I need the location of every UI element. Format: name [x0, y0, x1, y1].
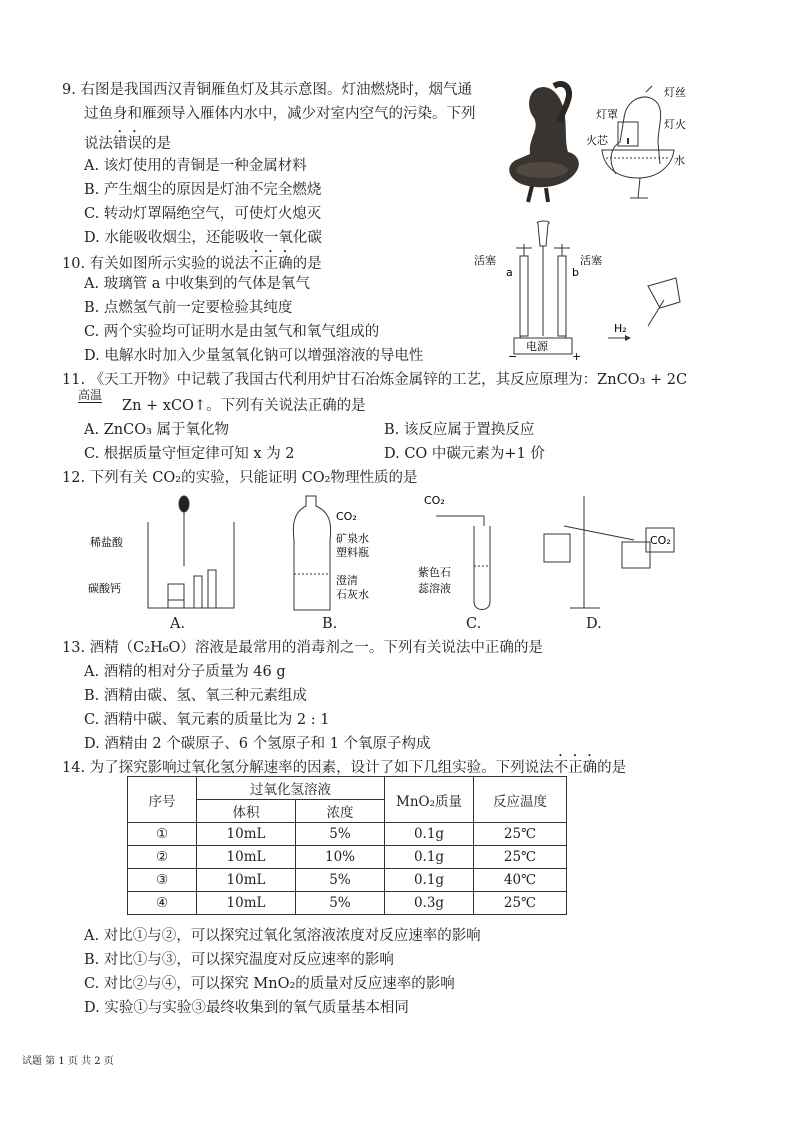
q9-option-b: B. 产生烟尘的原因是灯油不完全燃烧 [84, 182, 322, 198]
cell: ③ [128, 869, 197, 892]
q11-option-b: B. 该反应属于置换反应 [384, 422, 535, 438]
label-huosai-right: 活塞 [580, 254, 602, 267]
label-kuangquanshui: 矿泉水 [336, 532, 369, 545]
q9-stem-line3: 说法错误的是 [84, 136, 171, 152]
q11-option-d: D. CO 中碳元素为+1 价 [384, 446, 545, 462]
table-row [128, 892, 567, 915]
cell: 10mL [197, 846, 296, 869]
bronze-lamp-photo [509, 84, 579, 202]
q9-option-a: A. 该灯使用的青铜是一种金属材料 [84, 158, 307, 174]
label-shihuishui: 石灰水 [336, 588, 369, 601]
label-dengzhao: 灯罩 [596, 108, 618, 121]
th-nongdu: 浓度 [296, 800, 385, 823]
th-mno2: MnO₂质量 [385, 777, 474, 823]
q12-label-d: D. [586, 616, 602, 632]
q9-stem-line2: 过鱼身和雁颈导入雁体内水中，减少对室内空气的污染。下列 [84, 106, 476, 122]
cell: 5% [296, 869, 385, 892]
lamp-schematic [602, 86, 674, 198]
cell: 5% [296, 892, 385, 915]
q9-option-d: D. 水能吸收烟尘，还能吸收一氧化碳 [84, 230, 322, 246]
cell: 5% [296, 823, 385, 846]
cell: ② [128, 846, 197, 869]
cell: 0.1g [385, 823, 474, 846]
q13-option-a: A. 酒精的相对分子质量为 46 g [84, 664, 286, 680]
cell: 25℃ [474, 846, 567, 869]
label-tube-a: a [506, 266, 513, 279]
q14-stem: 14. 为了探究影响过氧化氢分解速率的因素，设计了如下几组实验。下列说法不正确的是 [62, 760, 627, 776]
label-xiyansuan: 稀盐酸 [90, 536, 123, 549]
q10-option-b: B. 点燃氢气前一定要检验其纯度 [84, 300, 293, 316]
cell: 10mL [197, 869, 296, 892]
label-co2-d: CO₂ [650, 534, 671, 547]
q12-label-c: C. [466, 616, 482, 632]
label-denghuo: 灯火 [664, 118, 686, 131]
q13-option-d: D. 酒精由 2 个碳原子、6 个氢原子和 1 个氧原子构成 [84, 736, 431, 752]
q13-stem: 13. 酒精（C₂H₆O）溶液是最常用的消毒剂之一。下列有关说法中正确的是 [62, 640, 543, 656]
q14-option-c: C. 对比②与④，可以探究 MnO₂的质量对反应速率的影响 [84, 976, 455, 992]
table-row [128, 823, 567, 846]
cell: 25℃ [474, 823, 567, 846]
label-h2: H₂ [614, 322, 627, 335]
q12-figures [84, 490, 734, 632]
q14-option-a: A. 对比①与②，可以探究过氧化氢溶液浓度对反应速率的影响 [84, 928, 481, 944]
emphasis-mark: 错误 [113, 136, 142, 152]
q9-stem-line1: 9. 右图是我国西汉青铜雁鱼灯及其示意图。灯油燃烧时，烟气通 [62, 82, 472, 98]
q9-option-c: C. 转动灯罩隔绝空气，可使灯火熄灭 [84, 206, 322, 222]
cell: 40℃ [474, 869, 567, 892]
experiment-table [127, 776, 567, 915]
cell: ① [128, 823, 197, 846]
q10-electrolysis-figure [468, 216, 698, 362]
q11-option-c: C. 根据质量守恒定律可知 x 为 2 [84, 446, 295, 462]
q11-option-a: A. ZnCO₃ 属于氧化物 [84, 422, 230, 438]
q12-stem: 12. 下列有关 CO₂的实验，只能证明 CO₂物理性质的是 [62, 470, 418, 486]
q13-option-b: B. 酒精由碳、氢、氧三种元素组成 [84, 688, 307, 704]
label-suliaoping: 塑料瓶 [336, 546, 369, 559]
q12-label-a: A. [170, 616, 186, 632]
label-minus: − [508, 350, 518, 362]
label-chengqing: 澄清 [336, 574, 358, 587]
label-shui: 水 [674, 154, 685, 167]
q11-stem-line1: 11. 《天工开物》中记载了我国古代利用炉甘石冶炼金属锌的工艺，其反应原理为：ZnCO₃ + 2C [62, 372, 688, 388]
label-zise: 紫色石 [418, 566, 451, 579]
th-h2o2: 过氧化氢溶液 [197, 777, 385, 800]
label-tube-b: b [572, 266, 579, 279]
label-dianyuan: 电源 [526, 340, 548, 353]
cell: 10mL [197, 823, 296, 846]
q10-option-c: C. 两个实验均可证明水是由氢气和氧气组成的 [84, 324, 380, 340]
label-huosai-left: 活塞 [474, 254, 496, 267]
label-co2-c: CO₂ [424, 494, 445, 507]
q13-option-c: C. 酒精中碳、氧元素的质量比为 2 : 1 [84, 712, 330, 728]
cell: 10mL [197, 892, 296, 915]
table-row [128, 846, 567, 869]
cell: 0.1g [385, 846, 474, 869]
emphasis-mark: 不正确 [553, 760, 598, 776]
th-temp: 反应温度 [474, 777, 567, 823]
q10-option-d: D. 电解水时加入少量氢氧化钠可以增强溶液的导电性 [84, 348, 424, 364]
q10-option-a: A. 玻璃管 a 中收集到的气体是氧气 [84, 276, 311, 292]
emphasis-mark: 不正确 [249, 256, 293, 272]
q14-option-d: D. 实验①与实验③最终收集到的氧气质量基本相同 [84, 1000, 409, 1016]
label-tansuangai: 碳酸钙 [88, 582, 121, 595]
label-ruirongye: 蕊溶液 [418, 582, 451, 595]
label-co2-a: CO₂ [336, 510, 357, 523]
q9-lamp-figure [498, 78, 698, 206]
q11-stem-line2: Zn + xCO↑。下列有关说法正确的是 [122, 398, 366, 414]
cell: ④ [128, 892, 197, 915]
cell: 25℃ [474, 892, 567, 915]
label-dengsi: 灯丝 [664, 86, 686, 99]
table-row [128, 869, 567, 892]
q12-label-b: B. [322, 616, 338, 632]
label-plus: + [572, 350, 582, 362]
th-tiji: 体积 [197, 800, 296, 823]
gaowen-condition: 高温 [78, 388, 103, 402]
q14-option-b: B. 对比①与③，可以探究温度对反应速率的影响 [84, 952, 394, 968]
cell: 0.1g [385, 869, 474, 892]
cell: 10% [296, 846, 385, 869]
cell: 0.3g [385, 892, 474, 915]
q10-stem: 10. 有关如图所示实验的说法不正确的是 [62, 256, 322, 272]
label-huoxin: 火芯 [586, 134, 608, 147]
th-xuhao: 序号 [128, 777, 197, 823]
page-footer: 试题 第 1 页 共 2 页 [22, 1056, 114, 1067]
